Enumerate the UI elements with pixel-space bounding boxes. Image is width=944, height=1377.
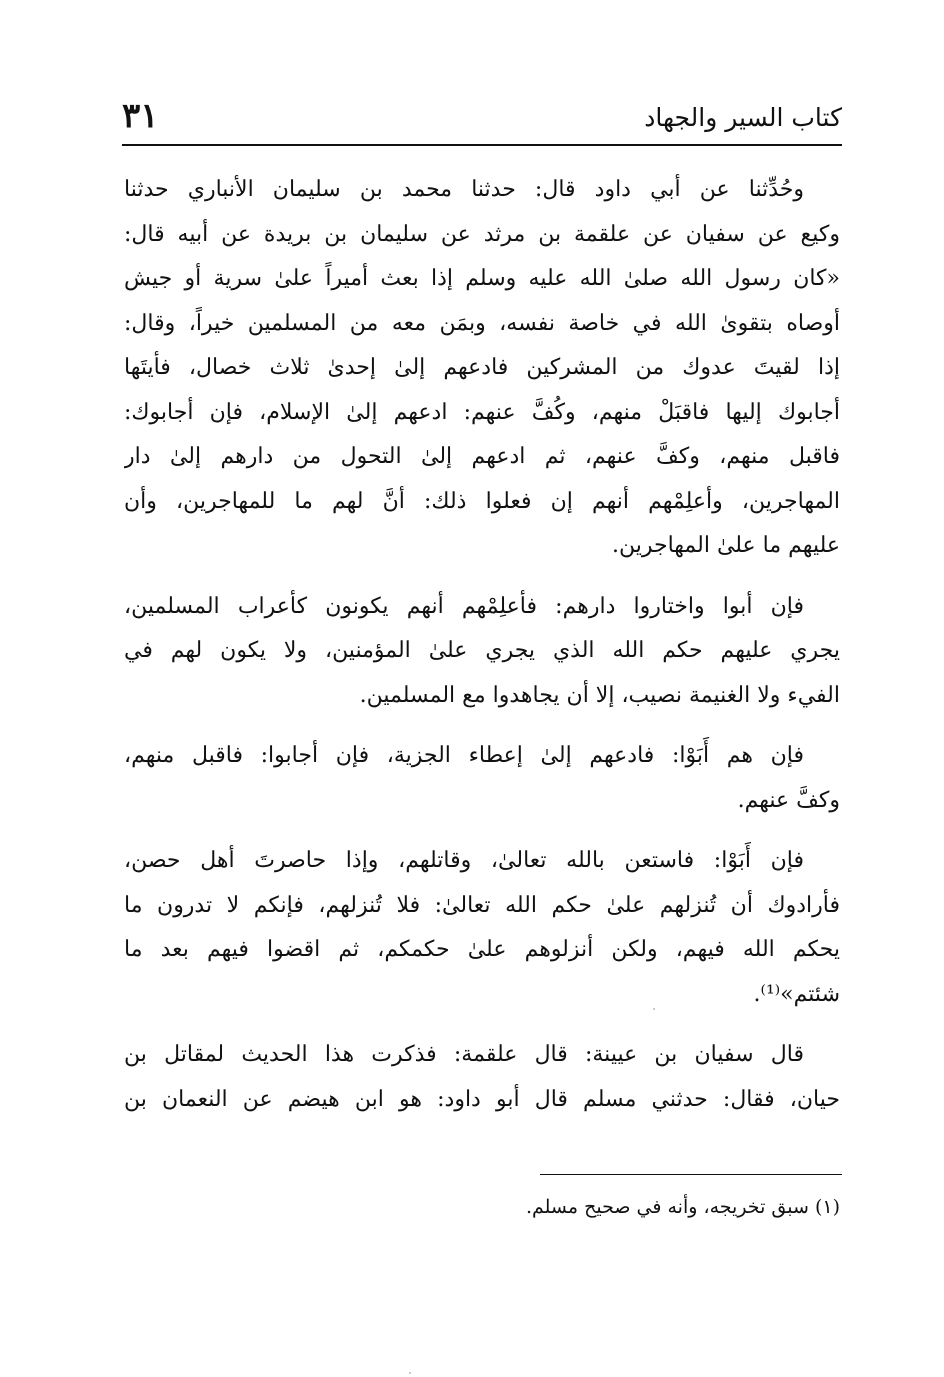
page-number: ٣١	[122, 96, 159, 136]
footnote: (١) سبق تخريجه، وأنه في صحيح مسلم.	[525, 1196, 840, 1218]
paragraph-3	[124, 734, 840, 823]
text-line: فأرادوك أن تُنزلهم علىٰ حكم الله تعالىٰ: فلا تُنزلهم، فإنكم لا تدرون ما	[124, 892, 840, 918]
main-text	[124, 168, 840, 1122]
text-line: يحكم الله فيهم، ولكن أنزلوهم علىٰ حكمكم، ثم اقضوا فيهم بعد ما	[124, 937, 840, 962]
text-line: وحُدِّثنا عن أبي داود قال: حدثنا محمد بن سليمان الأنباري حدثنا	[124, 177, 804, 202]
text-line: «كان رسول الله صلىٰ الله عليه وسلم إذا بعث أميراً علىٰ سرية أو جيش	[124, 266, 840, 291]
scan-speck	[409, 1372, 411, 1374]
header-rule	[122, 144, 842, 146]
text-line: فإن أبوا واختاروا دارهم: فأعلِمْهم أنهم يكونون كأعراب المسلمين،	[124, 593, 804, 619]
scan-speck	[653, 1008, 655, 1010]
text-line: شئتم»⁽¹⁾.	[753, 981, 840, 1007]
text-line: فإن أَبَوْا: فاستعن بالله تعالىٰ، وقاتلهم، وإذا حاصرتَ أهل حصن،	[124, 848, 804, 873]
page-header	[122, 96, 842, 144]
text-line: يجري عليهم حكم الله الذي يجري علىٰ المؤمنين، ولا يكون لهم في	[124, 638, 840, 663]
paragraph-2	[124, 585, 840, 719]
text-line: وكفَّ عنهم.	[737, 787, 840, 813]
paragraph-1	[124, 168, 840, 569]
text-line: أجابوك إليها فاقبَلْ منهم، وكُفَّ عنهم: ادعهم إلىٰ الإسلام، فإن أجابوك:	[124, 399, 840, 425]
text-line: عليهم ما علىٰ المهاجرين.	[611, 533, 840, 558]
text-line: فاقبل منهم، وكفَّ عنهم، ثم ادعهم إلىٰ التحول من دارهم إلىٰ دار	[124, 444, 840, 469]
text-line: وكيع عن سفيان عن علقمة بن مرثد عن سليمان بن بريدة عن أبيه قال:	[124, 221, 840, 247]
text-line: المهاجرين، وأعلِمْهم أنهم إن فعلوا ذلك: أنَّ لهم ما للمهاجرين، وأن	[124, 488, 840, 514]
running-title: كتاب السير والجهاد	[644, 103, 842, 132]
text-line: فإن هم أَبَوْا: فادعهم إلىٰ إعطاء الجزية، فإن أجابوا: فاقبل منهم،	[124, 743, 804, 768]
text-line: حيان، فقال: حدثني مسلم قال أبو داود: هو ابن هيضم عن النعمان بن	[124, 1086, 840, 1112]
footnote-rule	[540, 1174, 842, 1175]
text-line: الفيء ولا الغنيمة نصيب، إلا أن يجاهدوا مع المسلمين.	[359, 682, 840, 708]
text-line: أوصاه بتقوىٰ الله في خاصة نفسه، وبمَن معه من المسلمين خيراً، وقال:	[124, 310, 840, 336]
text-line: إذا لقيتَ عدوك من المشركين فادعهم إلىٰ إحدىٰ ثلاث خصال، فأيتَها	[124, 355, 840, 380]
text-line: قال سفيان بن عيينة: قال علقمة: فذكرت هذا الحديث لمقاتل بن	[124, 1042, 804, 1067]
paragraph-4	[124, 839, 840, 1017]
paragraph-5	[124, 1033, 840, 1122]
